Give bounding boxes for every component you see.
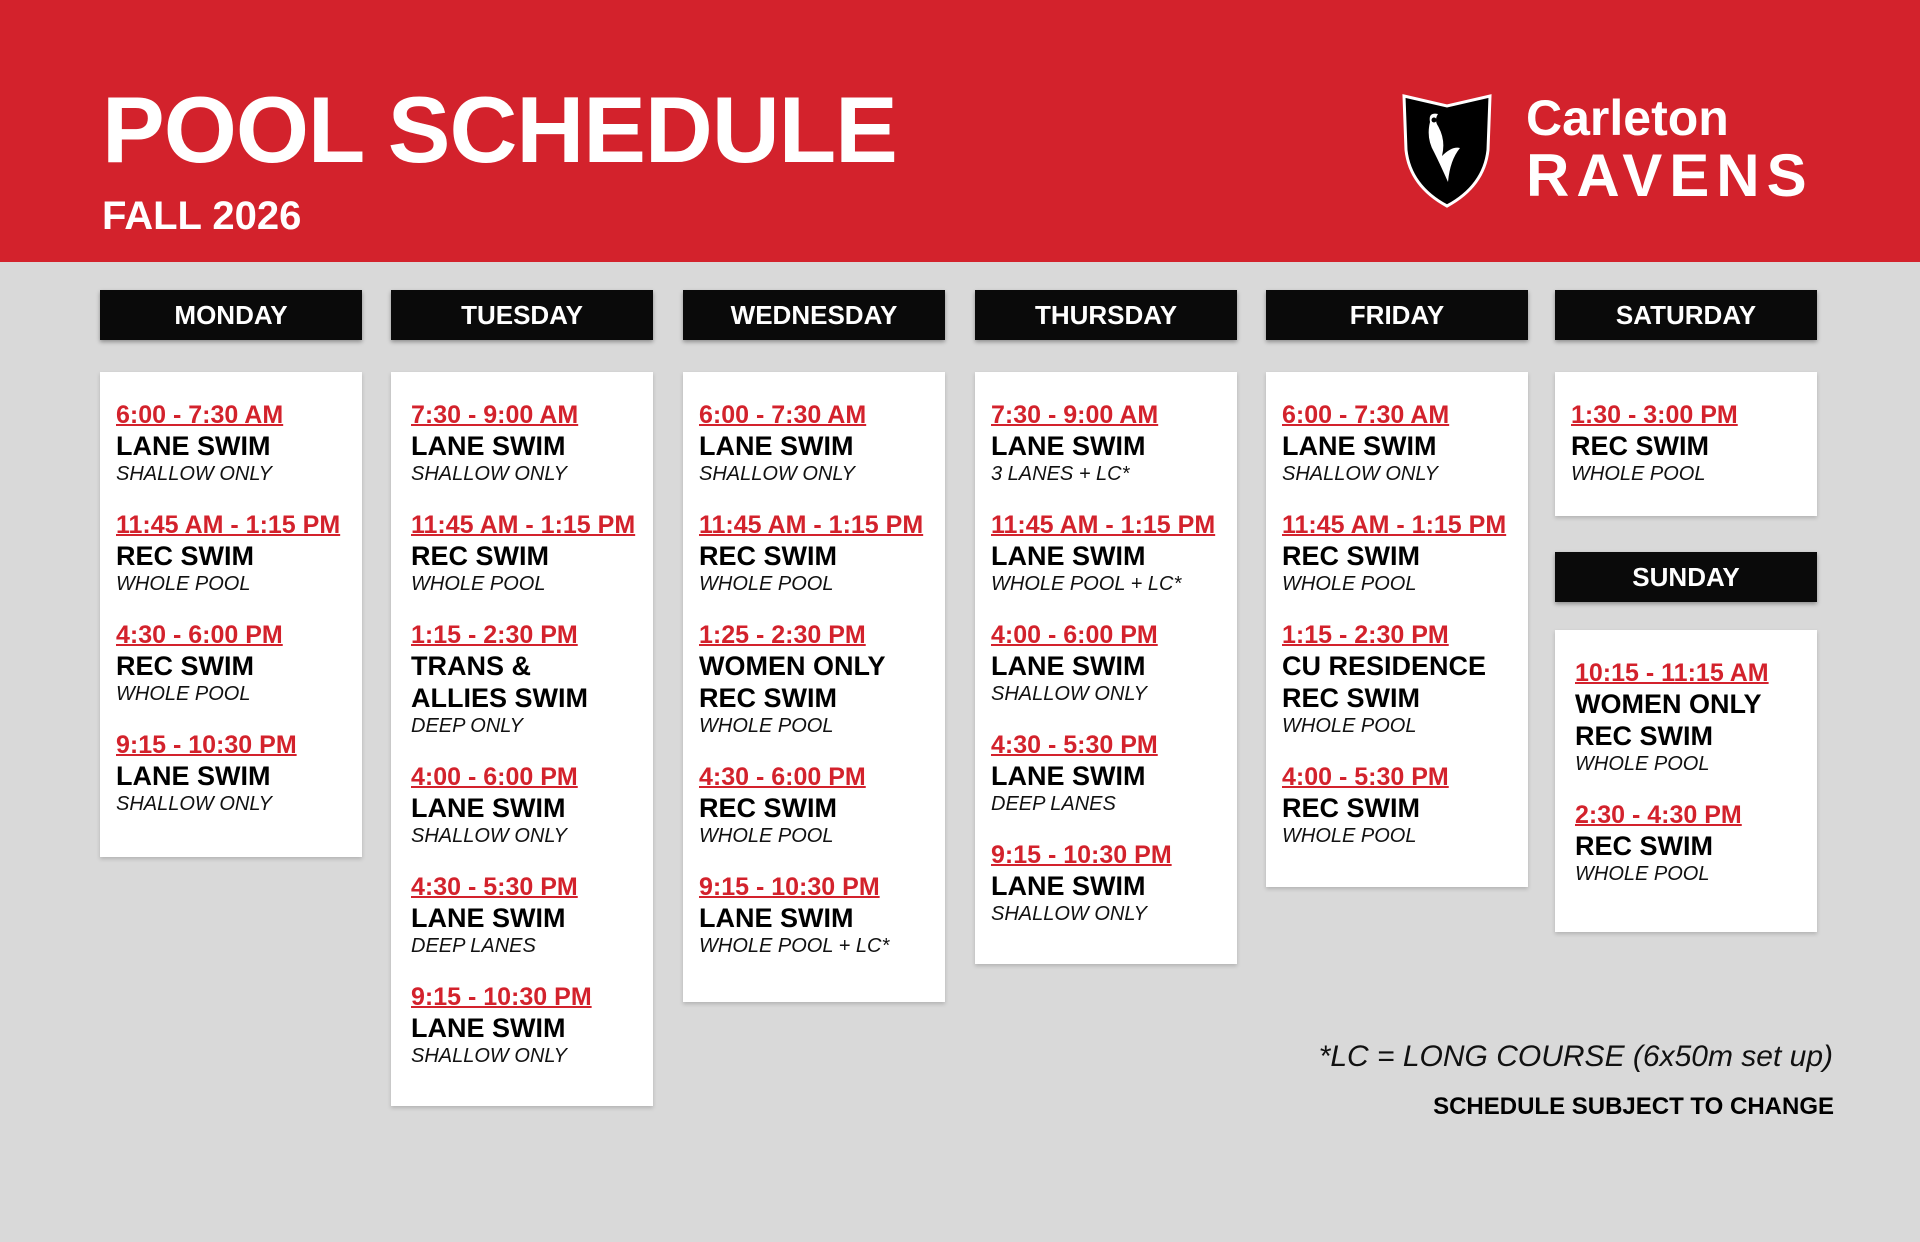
session-area: WHOLE POOL [1575, 753, 1710, 775]
session-activity: LANE SWIM [991, 761, 1146, 791]
session-area: WHOLE POOL [1282, 825, 1417, 847]
session-entry [1282, 510, 1528, 596]
session-entry [699, 400, 945, 486]
session-entry [991, 510, 1237, 596]
session-area: WHOLE POOL [699, 715, 834, 737]
session-activity: LANE SWIM [991, 651, 1146, 681]
session-area: SHALLOW ONLY [411, 1045, 567, 1067]
session-activity: LANE SWIM [1282, 431, 1437, 461]
session-activity: LANE SWIM [991, 431, 1146, 461]
session-entry [699, 510, 945, 596]
long-course-footnote: *LC = LONG COURSE (6x50m set up) [1318, 1040, 1833, 1073]
session-entry [411, 762, 653, 848]
page-subtitle: FALL 2026 [102, 194, 302, 238]
session-time: 11:45 AM - 1:15 PM [699, 511, 924, 539]
session-area: WHOLE POOL [699, 825, 834, 847]
session-area: SHALLOW ONLY [1282, 463, 1438, 485]
session-time: 4:00 - 6:00 PM [411, 763, 578, 791]
session-area: SHALLOW ONLY [699, 463, 855, 485]
day-header-saturday: SATURDAY [1555, 290, 1817, 340]
session-entry [699, 762, 945, 848]
session-activity: WOMEN ONLY REC SWIM [699, 651, 886, 713]
day-header-thursday: THURSDAY [975, 290, 1237, 340]
session-time: 7:30 - 9:00 AM [991, 401, 1159, 429]
session-activity: LANE SWIM [411, 1013, 566, 1043]
session-time: 4:30 - 5:30 PM [411, 873, 578, 901]
session-area: SHALLOW ONLY [411, 463, 567, 485]
session-time: 10:15 - 11:15 AM [1575, 659, 1769, 687]
brand-name-bottom: RAVENS [1526, 142, 1814, 209]
session-entry [411, 400, 653, 486]
session-activity: REC SWIM [116, 651, 254, 681]
brand-name-top: Carleton [1526, 90, 1729, 146]
session-activity: LANE SWIM [991, 541, 1146, 571]
session-activity: LANE SWIM [699, 903, 854, 933]
session-entry [1282, 400, 1528, 486]
session-activity: LANE SWIM [411, 431, 566, 461]
session-entry [991, 730, 1237, 816]
session-time: 1:25 - 2:30 PM [699, 621, 866, 649]
session-area: WHOLE POOL [116, 573, 251, 595]
session-area: 3 LANES + LC* [991, 463, 1130, 485]
session-area: SHALLOW ONLY [991, 683, 1147, 705]
session-activity: REC SWIM [699, 793, 837, 823]
session-area: WHOLE POOL + LC* [991, 573, 1182, 595]
day-card-tuesday [391, 372, 653, 1106]
session-area: SHALLOW ONLY [116, 793, 272, 815]
session-entry [1282, 620, 1528, 738]
day-card-thursday [975, 372, 1237, 964]
session-entry [699, 872, 945, 958]
header-banner [0, 0, 1920, 262]
session-activity: REC SWIM [699, 541, 837, 571]
session-activity: LANE SWIM [991, 871, 1146, 901]
day-header-monday: MONDAY [100, 290, 362, 340]
session-area: WHOLE POOL + LC* [699, 935, 890, 957]
session-time: 11:45 AM - 1:15 PM [116, 511, 341, 539]
session-time: 1:15 - 2:30 PM [1282, 621, 1449, 649]
session-time: 7:30 - 9:00 AM [411, 401, 579, 429]
session-time: 4:00 - 5:30 PM [1282, 763, 1449, 791]
session-area: WHOLE POOL [1282, 573, 1417, 595]
session-time: 6:00 - 7:30 AM [1282, 401, 1450, 429]
session-time: 9:15 - 10:30 PM [116, 731, 297, 759]
session-time: 4:30 - 6:00 PM [699, 763, 866, 791]
session-time: 11:45 AM - 1:15 PM [411, 511, 636, 539]
session-activity: LANE SWIM [411, 903, 566, 933]
session-area: WHOLE POOL [1571, 463, 1706, 485]
session-activity: REC SWIM [1571, 431, 1709, 461]
session-area: SHALLOW ONLY [991, 903, 1147, 925]
session-entry [116, 730, 362, 816]
session-time: 11:45 AM - 1:15 PM [991, 511, 1216, 539]
session-time: 4:00 - 6:00 PM [991, 621, 1158, 649]
day-header-tuesday: TUESDAY [391, 290, 653, 340]
session-activity: REC SWIM [1282, 541, 1420, 571]
session-entry [1282, 762, 1528, 848]
page-title: POOL SCHEDULE [102, 77, 897, 182]
day-card-wednesday [683, 372, 945, 1002]
day-header-sunday: SUNDAY [1555, 552, 1817, 602]
day-card-saturday [1555, 372, 1817, 516]
day-card-friday [1266, 372, 1528, 887]
session-time: 1:15 - 2:30 PM [411, 621, 578, 649]
session-entry [116, 400, 362, 486]
session-time: 1:30 - 3:00 PM [1571, 401, 1738, 429]
session-entry [1571, 400, 1817, 486]
session-activity: REC SWIM [116, 541, 254, 571]
session-time: 6:00 - 7:30 AM [699, 401, 867, 429]
raven-shield-icon [1400, 90, 1494, 208]
session-activity: REC SWIM [1282, 793, 1420, 823]
session-area: DEEP ONLY [411, 715, 523, 737]
session-entry [116, 510, 362, 596]
session-activity: LANE SWIM [116, 431, 271, 461]
session-time: 2:30 - 4:30 PM [1575, 801, 1742, 829]
session-time: 4:30 - 5:30 PM [991, 731, 1158, 759]
session-activity: REC SWIM [1575, 831, 1713, 861]
carleton-ravens-logo [1400, 90, 1840, 210]
session-area: DEEP LANES [411, 935, 536, 957]
session-entry [991, 620, 1237, 706]
session-activity: WOMEN ONLY REC SWIM [1575, 689, 1762, 751]
day-card-sunday [1555, 630, 1817, 932]
session-activity: LANE SWIM [116, 761, 271, 791]
session-area: WHOLE POOL [1575, 863, 1710, 885]
session-time: 4:30 - 6:00 PM [116, 621, 283, 649]
session-entry [1575, 658, 1817, 776]
session-time: 9:15 - 10:30 PM [411, 983, 592, 1011]
session-entry [1575, 800, 1817, 886]
session-activity: LANE SWIM [411, 793, 566, 823]
schedule-disclaimer: SCHEDULE SUBJECT TO CHANGE [1433, 1093, 1834, 1120]
session-entry [991, 400, 1237, 486]
session-entry [116, 620, 362, 706]
session-activity: REC SWIM [411, 541, 549, 571]
session-entry [411, 620, 653, 738]
session-area: WHOLE POOL [699, 573, 834, 595]
session-area: SHALLOW ONLY [411, 825, 567, 847]
session-time: 6:00 - 7:30 AM [116, 401, 284, 429]
session-entry [991, 840, 1237, 926]
session-activity: TRANS & ALLIES SWIM [411, 651, 588, 713]
session-area: WHOLE POOL [116, 683, 251, 705]
session-activity: CU RESIDENCE REC SWIM [1282, 651, 1487, 713]
session-activity: LANE SWIM [699, 431, 854, 461]
session-entry [411, 872, 653, 958]
session-area: DEEP LANES [991, 793, 1116, 815]
day-header-friday: FRIDAY [1266, 290, 1528, 340]
session-entry [411, 982, 653, 1068]
day-card-monday [100, 372, 362, 857]
session-time: 9:15 - 10:30 PM [699, 873, 880, 901]
session-area: WHOLE POOL [1282, 715, 1417, 737]
session-time: 11:45 AM - 1:15 PM [1282, 511, 1507, 539]
session-time: 9:15 - 10:30 PM [991, 841, 1172, 869]
session-entry [699, 620, 945, 738]
session-area: SHALLOW ONLY [116, 463, 272, 485]
session-area: WHOLE POOL [411, 573, 546, 595]
session-entry [411, 510, 653, 596]
day-header-wednesday: WEDNESDAY [683, 290, 945, 340]
